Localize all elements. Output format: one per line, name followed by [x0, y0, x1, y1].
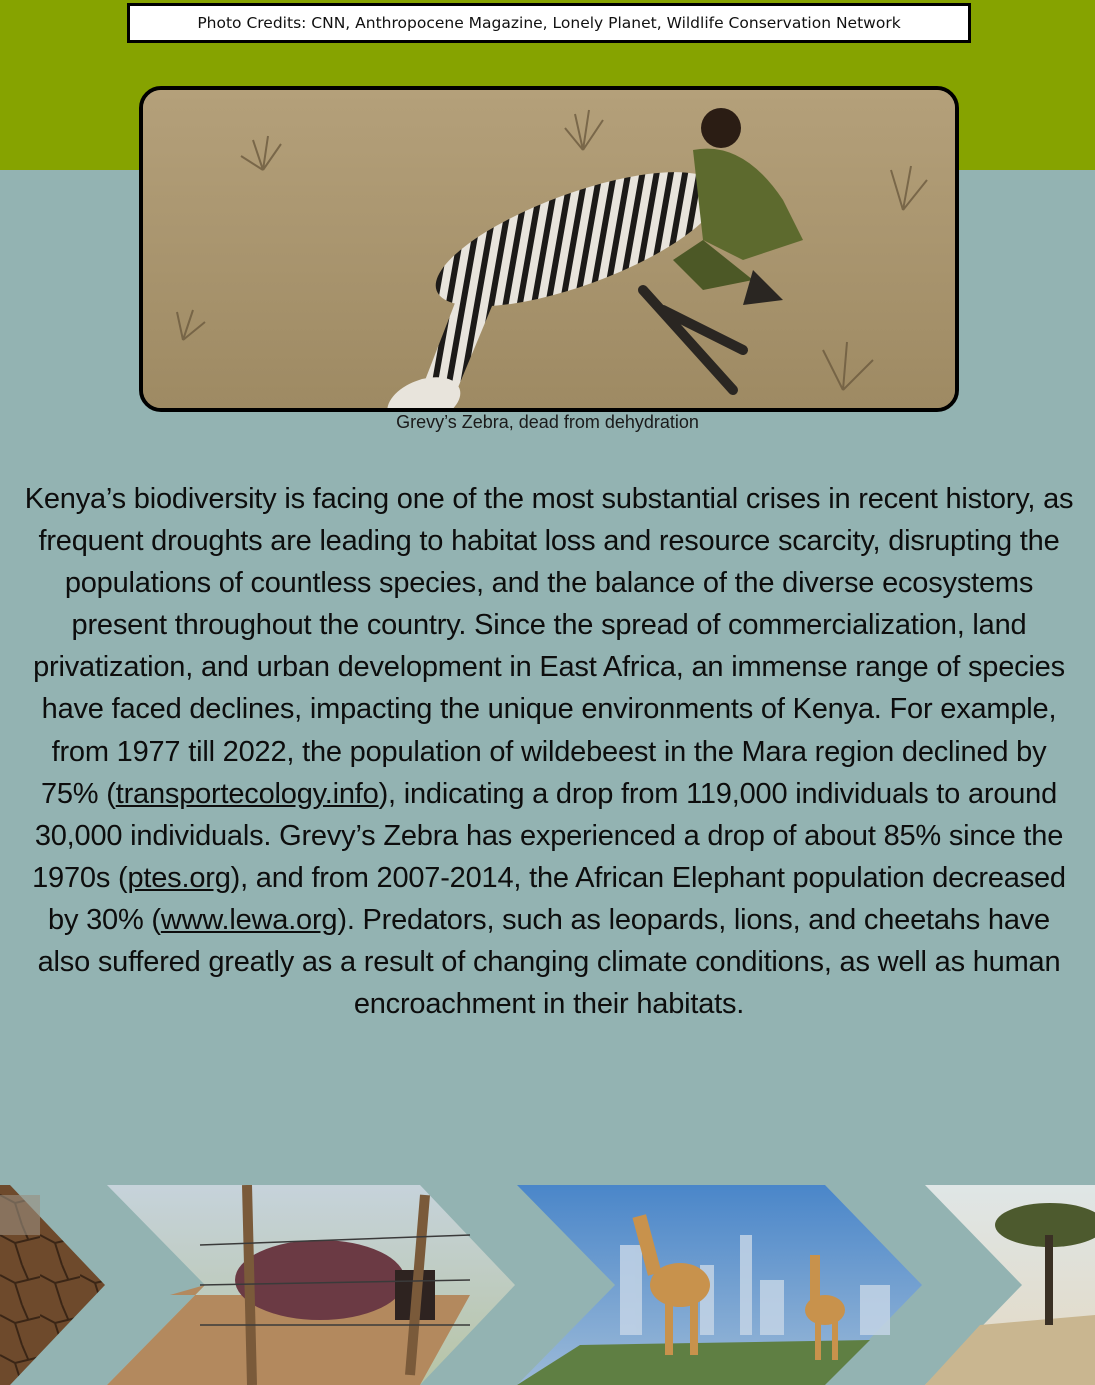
acacia-savanna-photo	[925, 1185, 1095, 1385]
giraffes-city-photo	[517, 1185, 922, 1385]
article-text-part-4: ). Predators, such as leopards, lions, and cheetahs have also suffered greatly as a result of changing climate conditions, as well as human encroachment in their habitats.	[37, 903, 1061, 1021]
article-text-part-3: ), and from 2007-2014, the African Elephant population decreased by 30% (	[48, 861, 1066, 936]
link-ptes[interactable]: ptes.org	[127, 861, 231, 894]
link-transportecology[interactable]: transportecology.info	[115, 777, 379, 810]
hero-caption: Grevy’s Zebra, dead from dehydration	[396, 412, 699, 432]
article-text-part-2: ), indicating a drop from 119,000 individuals to around 30,000 individuals. Grevy’s Zebra has experienced a drop of about 85% since the 1970s (	[32, 777, 1064, 894]
dead-zebra-photo	[143, 90, 955, 408]
photo-credits-text: Photo Credits: CNN, Anthropocene Magazine, Lonely Planet, Wildlife Conservation Network	[197, 14, 901, 32]
link-lewa[interactable]: www.lewa.org	[160, 903, 338, 936]
article-text-part-1: Kenya’s biodiversity is facing one of the most substantial crises in recent history, as frequent droughts are leading to habitat loss and resource scarcity, disrupting the populations of countless species, and the balance of the diverse ecosystems present throughout the country. Since the spread of commercialization, land privatization, and urban development in East Africa, an immense range of species have faced declines, impacting the unique environments of Kenya. For example, from 1977 till 2022, the population of wildebeest in the Mara region declined by 75% (	[24, 483, 1074, 810]
cracked-earth-photo	[0, 1185, 105, 1385]
photo-chevron-strip	[0, 1185, 1095, 1385]
photo-credits-box	[127, 3, 971, 43]
wildebeest-fence-photo	[107, 1185, 515, 1385]
article-paragraph	[20, 478, 1078, 1025]
hero-photo-frame	[139, 86, 959, 412]
